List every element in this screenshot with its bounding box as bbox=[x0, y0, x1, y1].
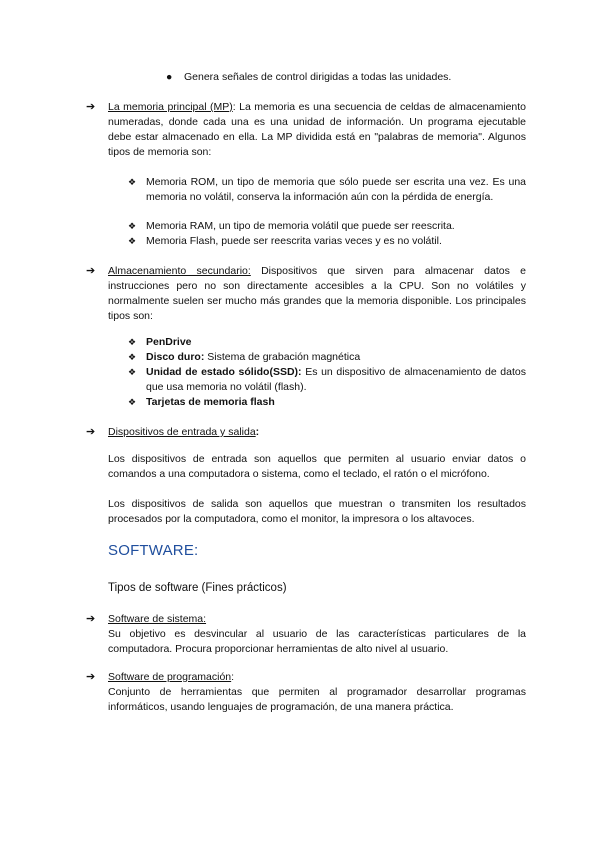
memoria-paragraph bbox=[108, 100, 526, 160]
diamond-icon: ❖ bbox=[128, 352, 137, 362]
memoria-item-ram: Memoria RAM, un tipo de memoria volátil que puede ser reescrita. bbox=[146, 220, 455, 232]
arrow-icon: ➔ bbox=[86, 613, 96, 625]
colon: : bbox=[231, 671, 235, 683]
arrow-icon: ➔ bbox=[86, 265, 96, 277]
secundario-title: Almacenamiento secundario: bbox=[108, 265, 251, 277]
item-rest: Es un dispositivo de almacenamiento de datos que usa memoria no volátil (flash). bbox=[146, 366, 526, 393]
bullet-icon: ● bbox=[166, 71, 173, 83]
memoria-text: : La memoria es una secuencia de celdas de almacenamiento numeradas, donde cada una es una unidad de información. Un programa ejecutable debe estar almacenado en ella. La MP dividida está en "palabras de memoria". Algunos tipos de memoria son: bbox=[108, 101, 526, 158]
colon: : bbox=[255, 426, 260, 438]
item-bold: Tarjetas de memoria flash bbox=[146, 396, 275, 408]
tipos-software: Tipos de software (Fines prácticos) bbox=[108, 582, 287, 594]
memoria-item-flash: Memoria Flash, puede ser reescrita varias veces y es no volátil. bbox=[146, 235, 442, 247]
diamond-icon: ❖ bbox=[128, 177, 137, 187]
secundario-item bbox=[146, 365, 526, 395]
secundario-text: Dispositivos que sirven para almacenar datos e instrucciones pero no son directamente accesibles a la CPU. Son no volátiles y normalmente suelen ser mucho más grandes que la memoria disponible. Los principales tipos son: bbox=[108, 265, 526, 322]
dispositivos-title-line bbox=[108, 425, 526, 440]
item-bold: Disco duro: bbox=[146, 351, 205, 363]
diamond-icon: ❖ bbox=[128, 337, 137, 347]
programacion-title: Software de programación bbox=[108, 671, 232, 683]
bullet-top-text: Genera señales de control dirigidas a todas las unidades. bbox=[184, 71, 452, 83]
item-rest: Sistema de grabación magnética bbox=[204, 351, 361, 363]
dispositivos-entrada: Los dispositivos de entrada son aquellos que permiten al usuario enviar datos o comandos a una computadora o sistema, como el teclado, el ratón o el micrófono. bbox=[108, 453, 526, 480]
arrow-icon: ➔ bbox=[86, 671, 96, 683]
diamond-icon: ❖ bbox=[128, 367, 137, 377]
secundario-item bbox=[146, 335, 526, 350]
diamond-icon: ❖ bbox=[128, 236, 137, 246]
secundario-item bbox=[146, 395, 526, 410]
dispositivos-salida: Los dispositivos de salida son aquellos que muestran o transmiten los resultados procesados por la computadora, como el monitor, la impresora o los altavoces. bbox=[108, 498, 526, 525]
diamond-icon: ❖ bbox=[128, 221, 137, 231]
arrow-icon: ➔ bbox=[86, 101, 96, 113]
secundario-item bbox=[146, 350, 526, 365]
diamond-icon: ❖ bbox=[128, 397, 137, 407]
item-bold: PenDrive bbox=[146, 336, 192, 348]
sistema-block bbox=[108, 612, 526, 657]
secundario-paragraph bbox=[108, 264, 526, 324]
memoria-item-rom: Memoria ROM, un tipo de memoria que sólo puede ser escrita una vez. Es una memoria no volátil, conserva la información aún con la pérdida de energía. bbox=[146, 176, 526, 203]
arrow-icon: ➔ bbox=[86, 426, 96, 438]
item-bold: Unidad de estado sólido(SSD): bbox=[146, 366, 302, 378]
programacion-block bbox=[108, 670, 526, 715]
software-heading: SOFTWARE: bbox=[108, 542, 199, 559]
sistema-text: Su objetivo es desvincular al usuario de las características particulares de la computadora. Procura proporcionar herramientas de alto nivel al usuario. bbox=[108, 628, 526, 655]
programacion-text: Conjunto de herramientas que permiten al programador desarrollar programas informáticos, usando lenguajes de programación, de una manera práctica. bbox=[108, 686, 526, 713]
sistema-title: Software de sistema: bbox=[108, 613, 207, 625]
memoria-title: La memoria principal (MP) bbox=[108, 101, 233, 113]
dispositivos-title: Dispositivos de entrada y salida bbox=[108, 426, 256, 438]
